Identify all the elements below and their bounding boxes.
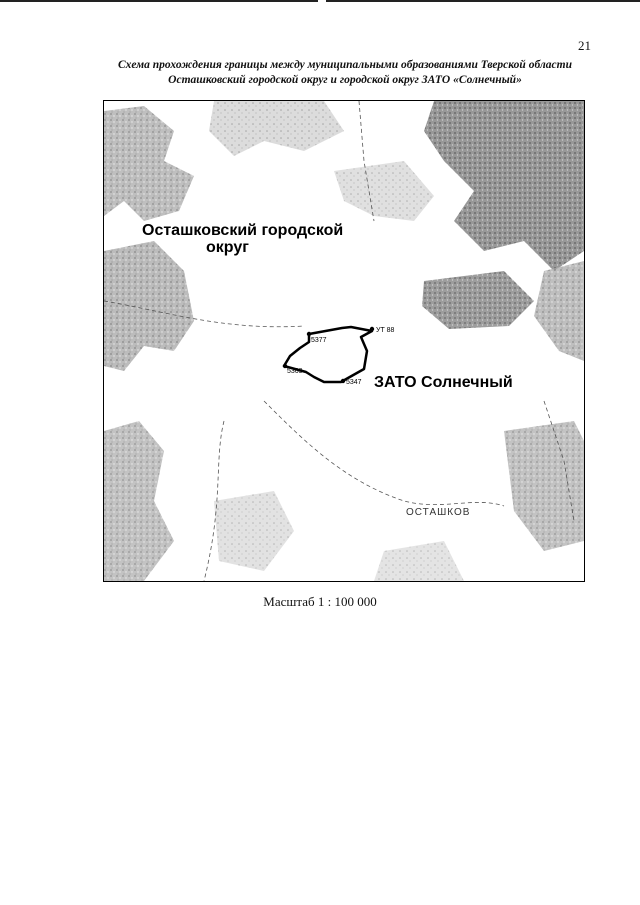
boundary-point-5347-marker [341, 379, 345, 383]
forest-area-west [104, 241, 194, 371]
title-line-2: Осташковский городской округ и городской округ ЗАТО «Солнечный» [168, 74, 522, 86]
forest-area-northwest [104, 106, 194, 221]
field-area-east-mid [422, 271, 534, 329]
forest-area-northeast [424, 101, 584, 271]
point-label-5377: 5377 [311, 337, 327, 344]
region-label-zato: ЗАТО Солнечный [374, 374, 513, 391]
forest-area-center-north [334, 161, 434, 221]
point-label-5347: 5347 [346, 379, 362, 386]
map-canvas [104, 101, 584, 581]
town-label-ostashkov: ОСТАШКОВ [406, 507, 471, 518]
top-border-gap [318, 0, 326, 3]
boundary-point-5377-marker [307, 332, 311, 336]
terrain-layer [104, 101, 584, 581]
boundary-point-ut88-marker [370, 327, 374, 331]
road-2 [264, 401, 504, 506]
point-label-5369: 5369 [287, 368, 303, 375]
title-line-1: Схема прохождения границы между муниципальными образованиями Тверской области [117, 59, 572, 71]
forest-area-north [209, 101, 344, 156]
forest-area-south [214, 491, 294, 571]
forest-area-east [534, 261, 584, 361]
forest-area-southwest [104, 421, 174, 581]
point-label-ut88: УТ 88 [376, 327, 395, 334]
map-frame [103, 100, 585, 582]
region-label-ostashkov-line2: округ [206, 239, 249, 256]
forest-area-southeast [504, 421, 584, 551]
page-number: 21 [578, 38, 591, 53]
region-label-ostashkov-line1: Осташковский городской [142, 222, 344, 239]
map-scale-label: Масштаб 1 : 100 000 [263, 594, 377, 609]
labels-layer [142, 222, 513, 518]
document-title [60, 58, 630, 88]
forest-area-southeast-lower [374, 541, 464, 581]
